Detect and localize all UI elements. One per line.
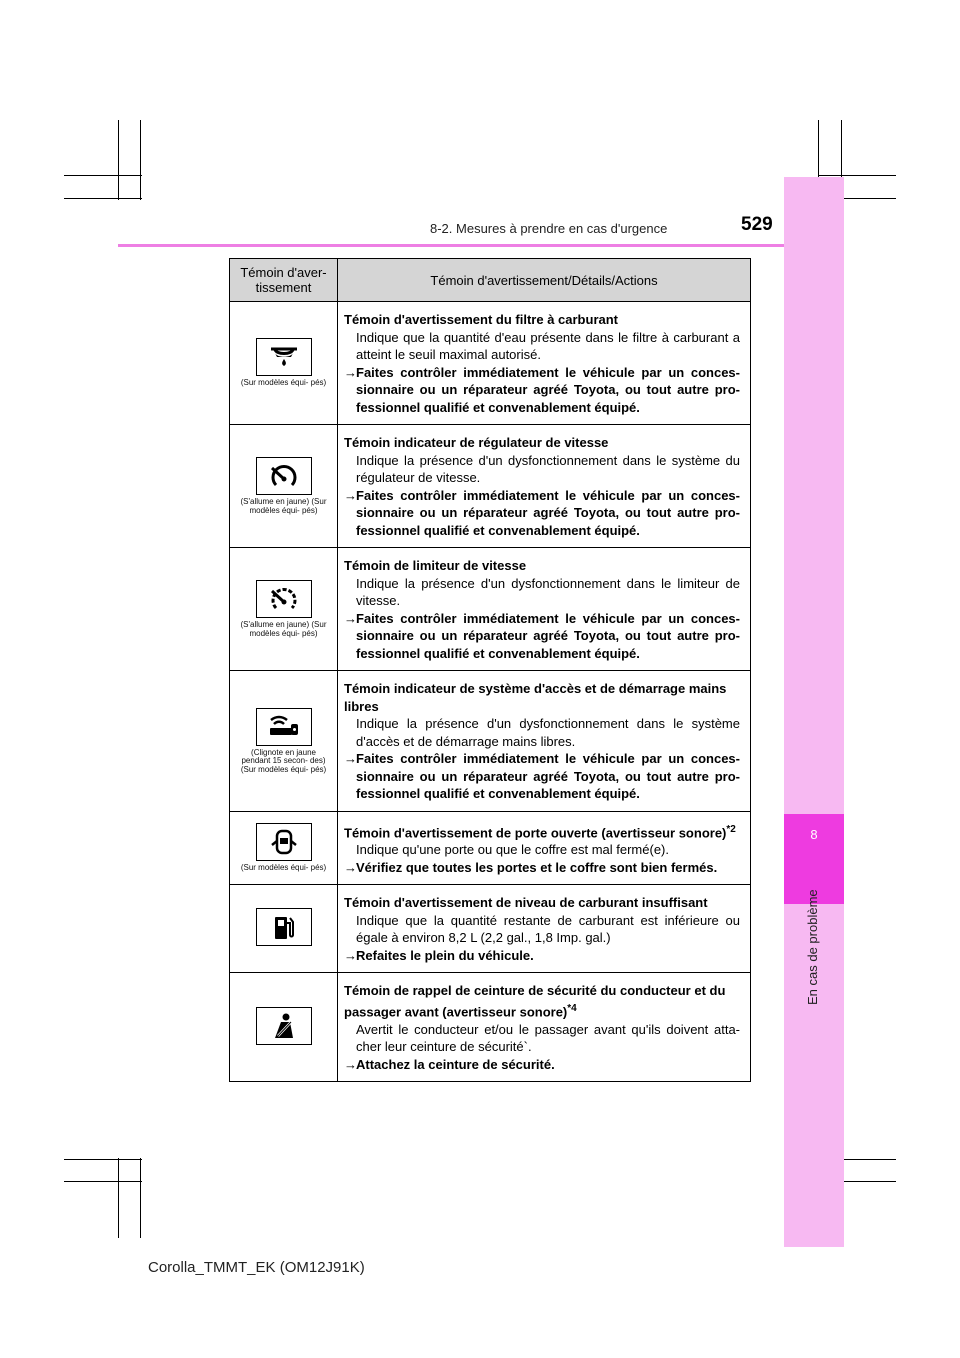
table-header-row <box>230 259 751 302</box>
warning-body: Avertit le conducteur et/ou le passager avant qu'ils doivent atta- cher leur ceinture de sécurité`. <box>356 1021 740 1055</box>
warning-title: Témoin indicateur de système d'accès et de démarrage mains libres <box>344 681 727 714</box>
icon-note: (Clignote en jaune pendant 15 secon- des) (Sur modèles équi- pés) <box>240 747 327 774</box>
arrow-icon: → <box>344 487 357 503</box>
header-rule <box>118 244 784 247</box>
warning-action: Refaites le plein du véhicule. <box>356 947 534 963</box>
crop-mark <box>64 1181 142 1182</box>
arrow-icon: → <box>344 751 357 766</box>
arrow-icon: → <box>344 859 357 875</box>
table-row <box>230 885 751 973</box>
crop-mark <box>818 175 896 176</box>
warning-body: Indique que la quantité restante de carburant est inférieure ou égale à environ 8,2 L (2,2 gal., 1,8 Imp. gal.) <box>356 912 740 946</box>
warning-title: Témoin de limiteur de vitesse <box>344 558 527 573</box>
fuel-pump-icon <box>256 908 312 946</box>
icon-note: (Sur modèles équi- pés) <box>240 378 327 388</box>
warning-body: Indique qu'une porte ou que le coffre est mal fermé(e). <box>356 842 669 858</box>
warning-body: Indique la présence d'un dysfonctionnement dans le limiteur de vitesse. <box>356 575 740 608</box>
warning-body: Indique que la quantité d'eau présente dans le filtre à carburant a atteint le seuil maximal autorisé. <box>356 329 740 362</box>
warning-action: Faites contrôler immédiatement le véhicule par un conces- sionnaire ou un réparateur agréé Toyota, ou tout autre pro- fessionnel qualifié et convenablement équipé. <box>356 487 740 538</box>
warning-title: Témoin de rappel de ceinture de sécurité du conducteur et du passager avant (avertisseur sonore) <box>344 983 726 1020</box>
chapter-number: 8 <box>810 827 818 842</box>
chapter-side-tab <box>784 177 844 1247</box>
crop-mark <box>118 1158 119 1238</box>
chapter-title-vertical <box>805 889 825 1005</box>
table-row <box>230 811 751 885</box>
warning-action: Faites contrôler immédiatement le véhicule par un conces- sionnaire ou un réparateur agréé Toyota, ou tout autre pro- fessionnel qualifié et convenablement équipé. <box>356 610 740 661</box>
arrow-icon: → <box>344 610 357 626</box>
crop-mark <box>118 120 119 200</box>
warning-title: Témoin d'avertissement de niveau de carburant insuffisant <box>344 895 708 911</box>
warning-title: Témoin d'avertissement du filtre à carburant <box>344 312 618 327</box>
crop-mark <box>140 120 141 200</box>
table-row <box>230 302 751 425</box>
open-door-icon <box>256 823 312 861</box>
section-title: 8-2. Mesures à prendre en cas d'urgence <box>430 221 668 236</box>
icon-cell <box>230 425 338 548</box>
speed-limiter-icon <box>256 580 312 618</box>
warning-action: Faites contrôler immédiatement le véhicule par un conces- sionnaire ou un réparateur agréé Toyota, ou tout autre pro- fessionnel qualifié et convenablement équipé. <box>356 364 740 415</box>
table-row <box>230 973 751 1082</box>
icon-cell <box>230 671 338 812</box>
description-cell <box>338 548 751 671</box>
icon-note: (Sur modèles équi- pés) <box>240 863 327 873</box>
footnote-ref: *4 <box>567 1002 577 1014</box>
water-drop-filter-icon <box>256 338 312 376</box>
icon-note: (S'allume en jaune) (Sur modèles équi- pés) <box>240 497 327 515</box>
warning-action: Faites contrôler immédiatement le véhicule par un conces- sionnaire ou un réparateur agréé Toyota, ou tout autre pro- fessionnel qualifié et convenablement équipé. <box>356 751 740 801</box>
page-number: 529 <box>741 214 773 235</box>
description-cell <box>338 885 751 973</box>
icon-cell <box>230 302 338 425</box>
warning-body: Indique la présence d'un dysfonctionnement dans le système d'accès et de démarrage mains libres. <box>356 716 740 749</box>
icon-note: (S'allume en jaune) (Sur modèles équi- pés) <box>240 620 327 638</box>
warning-body: Indique la présence d'un dysfonctionnement dans le système du régulateur de vitesse. <box>356 452 740 485</box>
warning-title: Témoin indicateur de régulateur de vitesse <box>344 435 609 450</box>
table-row <box>230 425 751 548</box>
arrow-icon: → <box>344 947 357 963</box>
description-cell <box>338 811 751 885</box>
icon-cell <box>230 973 338 1082</box>
document-id: Corolla_TMMT_EK (OM12J91K) <box>148 1259 365 1276</box>
footnote-ref: *2 <box>726 823 736 835</box>
description-cell <box>338 425 751 548</box>
description-cell <box>338 302 751 425</box>
icon-cell <box>230 811 338 885</box>
crop-mark <box>64 198 142 199</box>
column-header-light: Témoin d'aver- tissement <box>230 259 338 302</box>
table-row <box>230 671 751 812</box>
cruise-control-icon <box>256 457 312 495</box>
seatbelt-icon <box>256 1007 312 1045</box>
warning-action: Vérifiez que toutes les portes et le coffre sont bien fermés. <box>356 859 718 875</box>
description-cell <box>338 973 751 1082</box>
chapter-title: En cas de problème <box>805 889 820 1005</box>
crop-mark <box>140 1158 141 1238</box>
description-cell <box>338 671 751 812</box>
arrow-icon: → <box>344 1056 357 1072</box>
icon-cell <box>230 885 338 973</box>
crop-mark <box>64 175 142 176</box>
table-row <box>230 548 751 671</box>
column-header-details: Témoin d'avertissement/Détails/Actions <box>338 259 751 302</box>
warning-action: Attachez la ceinture de sécurité. <box>356 1056 555 1072</box>
warning-lights-table <box>229 258 751 1082</box>
crop-mark <box>64 1159 142 1160</box>
icon-cell <box>230 548 338 671</box>
arrow-icon: → <box>344 364 357 380</box>
smart-key-icon <box>256 708 312 746</box>
warning-title: Témoin d'avertissement de porte ouverte (avertisseur sonore) <box>344 824 727 840</box>
